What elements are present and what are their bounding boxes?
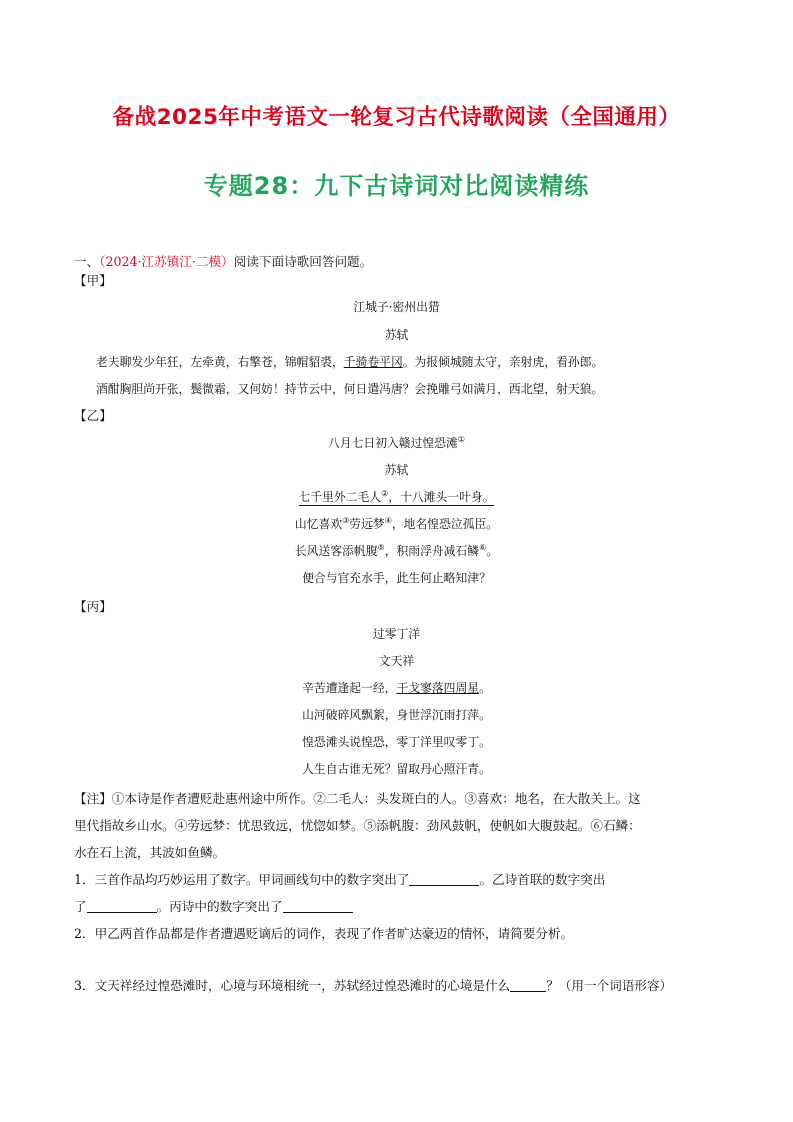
poem-yi-label: 【乙】: [74, 408, 112, 423]
poem-yi-line2: 山忆喜欢③劳远梦④，地名惶恐泣孤臣。: [294, 516, 499, 531]
question-intro: [74, 253, 372, 271]
poem-bing-line2: 山河破碎风飘絮，身世浮沉雨打萍。: [302, 708, 491, 722]
note-marker: ④: [384, 516, 392, 525]
poem-bing-label: 【丙】: [74, 599, 112, 614]
question-3: 3．文天祥经过惶恐滩时，心境与环境相统一，苏轼经过惶恐滩时的心境是什么 ？（用一个词语形容）: [74, 978, 673, 993]
poem-bing-title: 过零丁洋: [372, 627, 421, 641]
notes-line1: 【注】①本诗是作者遭贬赴惠州途中所作。②二毛人：头发斑白的人。③喜欢：地名，在大散关上。这: [74, 791, 641, 806]
poem-yi-line4: 便合与官充水手，此生何止略知津？: [302, 571, 491, 585]
poem-bing-line4: 人生自古谁无死？留取丹心照汗青。: [302, 762, 491, 776]
note-marker: ②: [381, 489, 389, 498]
question-source: （2024·江苏镇江·二模）: [99, 254, 234, 269]
answer-blank-1[interactable]: [409, 871, 479, 886]
poem-jia-label: 【甲】: [74, 273, 112, 288]
poem-yi-title-text: 八月七日初入赣过惶恐滩: [328, 436, 458, 450]
poem-yi-title: [0, 434, 793, 452]
poem-bing-author: 文天祥: [378, 654, 415, 668]
question-1-line2: 了 。丙诗中的数字突出了: [74, 898, 353, 916]
poem-yi-underlined-line: 七千里外二毛人②，十八滩头一叶身。: [298, 489, 495, 504]
document-subtitle: 专题28：九下古诗词对比阅读精练: [203, 172, 590, 200]
question-2: 2．甲乙两首作品都是作者遭遇贬谪后的词作，表现了作者旷达豪迈的情怀，请简要分析。: [74, 926, 574, 941]
note-marker: ③: [342, 516, 350, 525]
poem-jia-line1-part2: 。为报倾城随太守，亲射虎，看孙郎。: [402, 355, 604, 369]
poem-jia-line1-part1: 老夫聊发少年狂，左牵黄，右擎苍，锦帽貂裘，: [96, 355, 344, 369]
answer-blank-3[interactable]: [283, 898, 353, 913]
poem-jia-line1: [96, 353, 603, 371]
poem-bing-underlined-line: 干戈寥落四周星: [396, 681, 480, 695]
poem-jia-underlined-line: 千骑卷平冈: [343, 355, 403, 369]
answer-blank-2[interactable]: [87, 898, 157, 913]
poem-yi-author: 苏轼: [384, 463, 409, 477]
document-title: 备战2025年中考语文一轮复习古代诗歌阅读（全国通用）: [112, 105, 681, 130]
note-marker: ⑤: [377, 543, 385, 552]
poem-jia-author: 苏轼: [384, 328, 409, 342]
poem-yi-line3: 长风送客添帆腹⑤，积雨浮舟减石鳞⑥。: [294, 543, 499, 558]
note-marker: ①: [457, 435, 465, 444]
notes-line3: 水在石上流，其波如鱼鳞。: [74, 845, 226, 860]
poem-jia-title: 江城子·密州出猎: [353, 300, 440, 314]
poem-yi-line1: [0, 488, 793, 506]
answer-blank-4[interactable]: [510, 977, 546, 992]
notes-line2: 里代指故乡山水。④劳远梦：忧思致远，忧惚如梦。⑤添帆腹：劲风鼓帆，使帆如大腹鼓起。⑥石鳞：: [74, 818, 641, 833]
question-number: 一、: [74, 254, 100, 269]
note-marker: ⑥: [479, 543, 487, 552]
poem-bing-line3: 惶恐滩头说惶恐，零丁洋里叹零丁。: [302, 735, 491, 749]
question-1-line1: 1．三首作品均巧妙运用了数字。甲词画线句中的数字突出了 。乙诗首联的数字突出: [74, 872, 606, 887]
poem-bing-line1: 辛苦遭逢起一经，干戈寥落四周星。: [302, 681, 491, 695]
question-prompt: 阅读下面诗歌回答问题。: [233, 254, 373, 269]
poem-jia-line2: 酒酣胸胆尚开张，鬓微霜，又何妨！持节云中，何日遣冯唐？会挽雕弓如满月，西北望，射天狼。: [96, 382, 604, 396]
